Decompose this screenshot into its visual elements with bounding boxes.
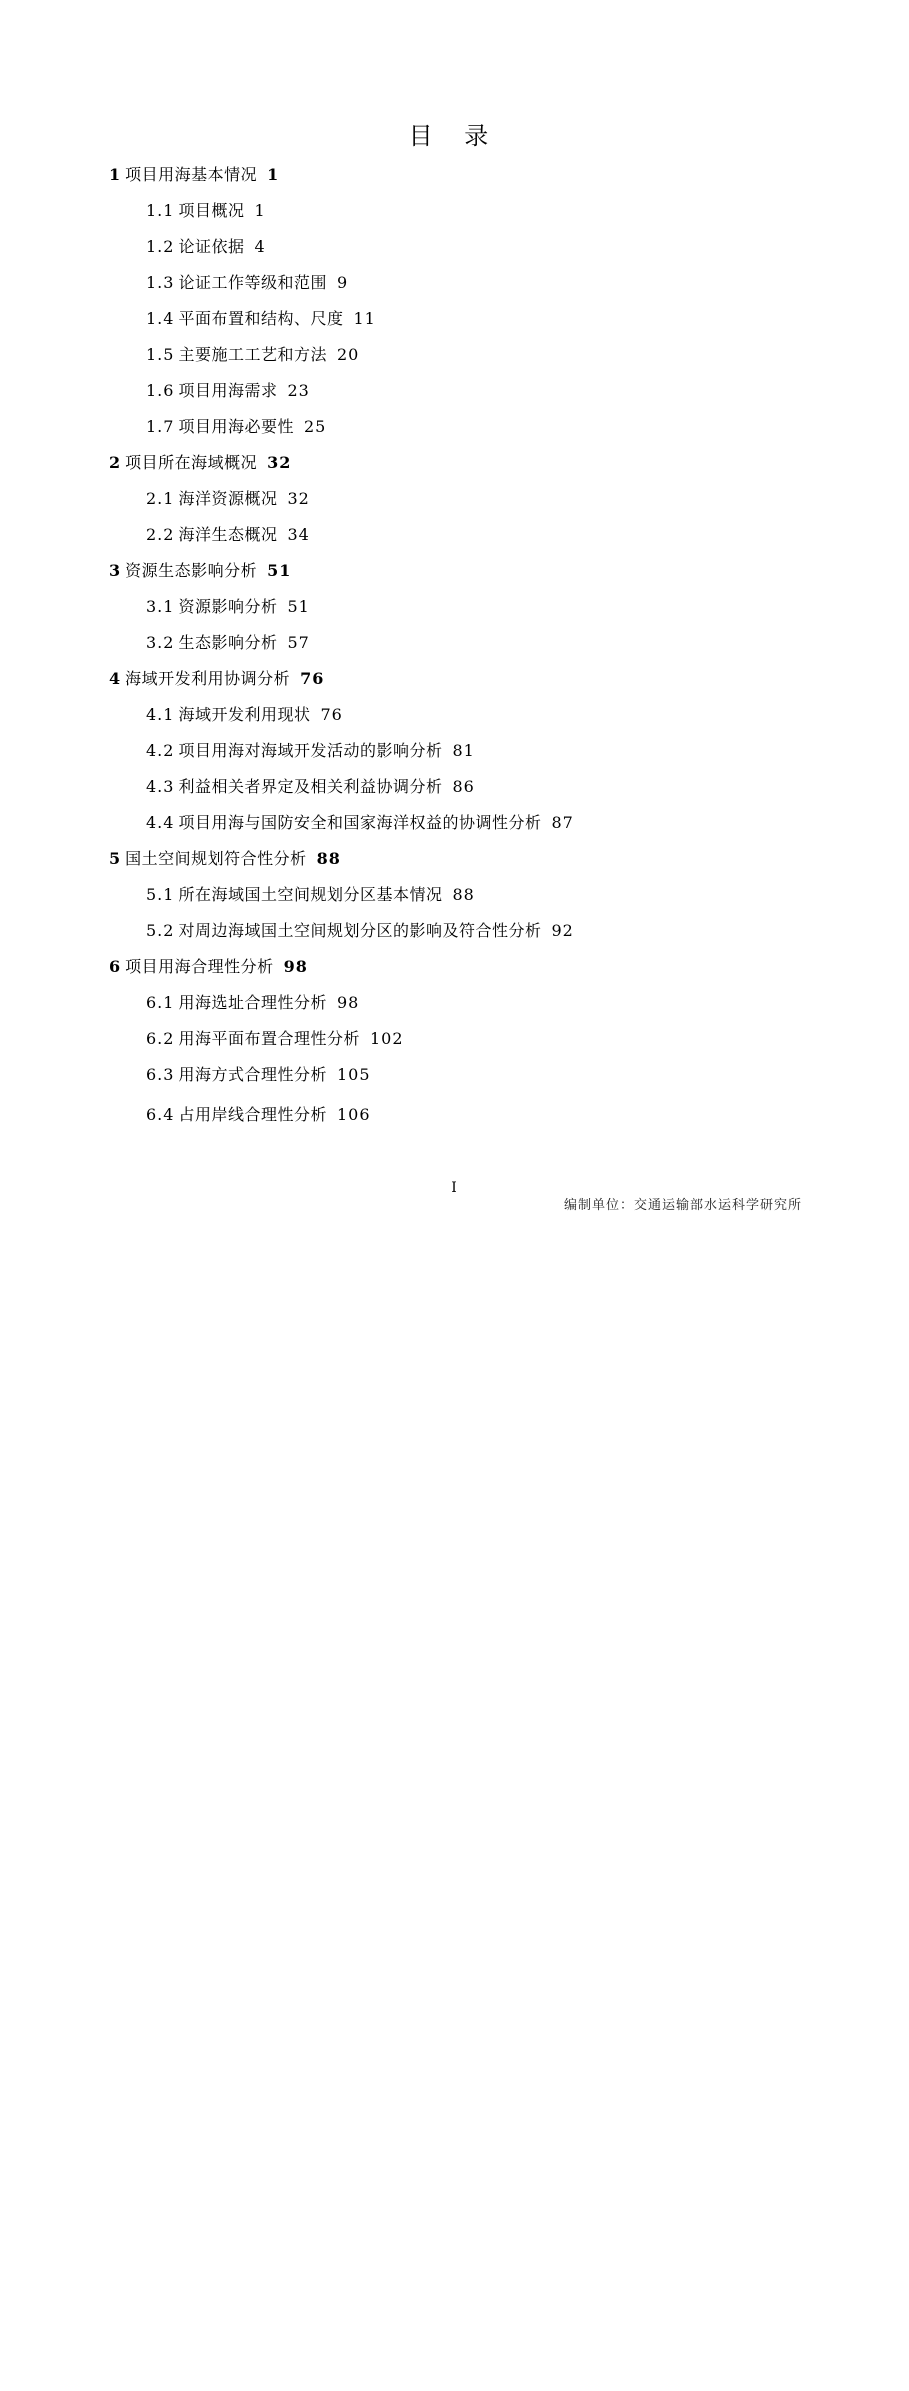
toc-chapter-entry[interactable] xyxy=(109,450,800,486)
toc-section-entry[interactable] xyxy=(109,810,800,846)
toc-entry-number: 1 xyxy=(109,165,122,184)
toc-chapter-entry[interactable] xyxy=(109,846,800,882)
toc-section-entry[interactable] xyxy=(109,234,800,270)
toc-entry-number: 4.2 xyxy=(146,741,175,760)
toc-entry-label: 主要施工工艺和方法 xyxy=(178,345,327,364)
toc-entry-page: 86 xyxy=(452,777,475,796)
toc-entry-number: 4.4 xyxy=(146,813,175,832)
toc-entry-number: 5.2 xyxy=(146,921,175,940)
toc-entry-page: 88 xyxy=(452,885,475,904)
toc-entry-page: 51 xyxy=(287,597,310,616)
toc-entry-page: 51 xyxy=(267,561,292,580)
toc-section-entry[interactable] xyxy=(109,1026,800,1062)
toc-section-entry[interactable] xyxy=(109,486,800,522)
toc-entry-label: 对周边海域国土空间规划分区的影响及符合性分析 xyxy=(178,921,542,940)
toc-section-entry[interactable] xyxy=(109,990,800,1026)
toc-entry-label: 生态影响分析 xyxy=(178,633,278,652)
toc-entry-number: 3 xyxy=(109,561,122,580)
toc-entry-number: 6.1 xyxy=(146,993,175,1012)
toc-entry-label: 所在海域国土空间规划分区基本情况 xyxy=(178,885,443,904)
toc-entry-page: 102 xyxy=(369,1029,404,1048)
toc-section-entry[interactable] xyxy=(109,774,800,810)
toc-entry-number: 5.1 xyxy=(146,885,175,904)
toc-section-entry[interactable] xyxy=(109,342,800,378)
toc-entry-label: 项目用海对海域开发活动的影响分析 xyxy=(178,741,443,760)
toc-section-entry[interactable] xyxy=(109,198,800,234)
toc-entry-page: 20 xyxy=(336,345,360,364)
toc-entry-page: 57 xyxy=(287,633,310,652)
toc-entry-label: 项目用海合理性分析 xyxy=(125,957,274,976)
toc-section-entry[interactable] xyxy=(109,702,800,738)
toc-entry-page: 88 xyxy=(316,849,341,868)
toc-entry-page: 92 xyxy=(551,921,574,940)
toc-entry-number: 1.4 xyxy=(146,309,175,328)
toc-entry-number: 1.3 xyxy=(146,273,175,292)
toc-entry-number: 6 xyxy=(109,957,122,976)
toc-section-entry[interactable] xyxy=(109,1102,800,1138)
toc-section-entry[interactable] xyxy=(109,414,800,450)
toc-entry-number: 2 xyxy=(109,453,122,472)
toc-entry-number: 2.1 xyxy=(146,489,175,508)
toc-entry-label: 项目用海必要性 xyxy=(178,417,294,436)
toc-entry-number: 6.4 xyxy=(146,1105,175,1124)
toc-entry-label: 项目用海基本情况 xyxy=(125,165,258,184)
toc-section-entry[interactable] xyxy=(109,918,800,954)
toc-entry-label: 占用岸线合理性分析 xyxy=(178,1105,327,1124)
toc-chapter-entry[interactable] xyxy=(109,558,800,594)
toc-entry-page: 81 xyxy=(452,741,475,760)
toc-entry-label: 平面布置和结构、尺度 xyxy=(178,309,344,328)
toc-section-entry[interactable] xyxy=(109,882,800,918)
toc-entry-page: 25 xyxy=(303,417,327,436)
toc-entry-page: 87 xyxy=(551,813,574,832)
toc-entry-label: 海洋生态概况 xyxy=(178,525,278,544)
toc-section-entry[interactable] xyxy=(109,378,800,414)
toc-entry-label: 海域开发利用现状 xyxy=(178,705,311,724)
toc-entry-page: 34 xyxy=(287,525,310,544)
toc-entry-page: 4 xyxy=(254,237,266,256)
toc-section-entry[interactable] xyxy=(109,522,800,558)
toc-entry-label: 项目所在海域概况 xyxy=(125,453,258,472)
toc-entry-page: 23 xyxy=(287,381,310,400)
toc-entry-number: 4 xyxy=(109,669,122,688)
toc-entry-page: 106 xyxy=(336,1105,371,1124)
footer-organization: 编制单位：交通运输部水运科学研究所 xyxy=(563,1198,802,1213)
toc-chapter-entry[interactable] xyxy=(109,162,800,198)
toc-section-entry[interactable] xyxy=(109,1062,800,1098)
toc-entry-number: 4.1 xyxy=(146,705,175,724)
toc-entry-label: 资源生态影响分析 xyxy=(125,561,258,580)
toc-entry-page: 1 xyxy=(254,201,266,220)
toc-entry-number: 6.3 xyxy=(146,1065,175,1084)
toc-entry-page: 1 xyxy=(267,165,280,184)
toc-entry-number: 6.2 xyxy=(146,1029,175,1048)
toc-entry-label: 用海选址合理性分析 xyxy=(178,993,327,1012)
toc-entry-page: 32 xyxy=(287,489,310,508)
toc-section-entry[interactable] xyxy=(109,630,800,666)
toc-entry-label: 论证工作等级和范围 xyxy=(178,273,327,292)
toc-entry-label: 利益相关者界定及相关利益协调分析 xyxy=(178,777,443,796)
toc-entry-page: 98 xyxy=(283,957,308,976)
table-of-contents xyxy=(109,162,800,1138)
toc-entry-number: 1.5 xyxy=(146,345,175,364)
toc-entry-page: 11 xyxy=(353,309,376,328)
toc-chapter-entry[interactable] xyxy=(109,666,800,702)
toc-entry-page: 105 xyxy=(336,1065,371,1084)
toc-entry-number: 1.2 xyxy=(146,237,175,256)
toc-entry-label: 海域开发利用协调分析 xyxy=(125,669,291,688)
toc-entry-page: 32 xyxy=(267,453,292,472)
toc-entry-number: 1.7 xyxy=(146,417,175,436)
toc-entry-page: 76 xyxy=(300,669,325,688)
toc-entry-number: 4.3 xyxy=(146,777,175,796)
toc-entry-number: 3.1 xyxy=(146,597,175,616)
toc-section-entry[interactable] xyxy=(109,306,800,342)
toc-entry-label: 资源影响分析 xyxy=(178,597,278,616)
toc-entry-label: 用海方式合理性分析 xyxy=(178,1065,327,1084)
toc-entry-number: 1.1 xyxy=(146,201,175,220)
toc-title: 目 录 xyxy=(408,122,501,150)
toc-entry-label: 国土空间规划符合性分析 xyxy=(125,849,307,868)
toc-entry-label: 论证依据 xyxy=(178,237,245,256)
toc-entry-label: 项目用海与国防安全和国家海洋权益的协调性分析 xyxy=(178,813,542,832)
toc-entry-number: 3.2 xyxy=(146,633,175,652)
toc-entry-number: 1.6 xyxy=(146,381,175,400)
toc-entry-label: 项目概况 xyxy=(178,201,245,220)
toc-entry-page: 9 xyxy=(336,273,349,292)
toc-entry-page: 76 xyxy=(320,705,343,724)
toc-chapter-entry[interactable] xyxy=(109,954,800,990)
footer-page-number: I xyxy=(451,1180,458,1196)
toc-section-entry[interactable] xyxy=(109,270,800,306)
toc-entry-label: 项目用海需求 xyxy=(178,381,278,400)
toc-entry-label: 海洋资源概况 xyxy=(178,489,278,508)
toc-section-entry[interactable] xyxy=(109,738,800,774)
toc-entry-number: 5 xyxy=(109,849,122,868)
toc-section-entry[interactable] xyxy=(109,594,800,630)
toc-entry-number: 2.2 xyxy=(146,525,175,544)
toc-entry-label: 用海平面布置合理性分析 xyxy=(178,1029,360,1048)
toc-entry-page: 98 xyxy=(336,993,360,1012)
